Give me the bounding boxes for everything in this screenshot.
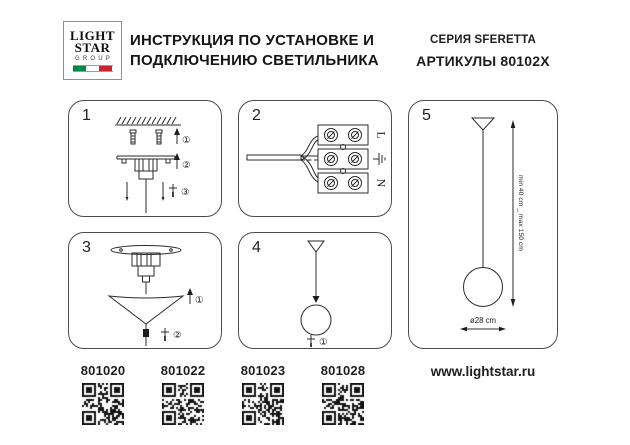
supply-cable-icon — [247, 136, 318, 182]
wall-plug-icon — [130, 130, 136, 144]
cord-grip-icon — [143, 329, 149, 337]
up-arrow-icon — [174, 153, 180, 169]
step-4-panel — [238, 232, 392, 349]
article-number: 801020 — [80, 363, 126, 378]
step-1-number: 1 — [82, 107, 91, 124]
step-1-panel — [68, 100, 222, 217]
article-item — [227, 363, 299, 425]
ceiling-plate-icon — [111, 246, 181, 283]
step-3-mark-2: ② — [173, 330, 182, 341]
flag-red — [99, 66, 112, 71]
down-arrow-icon — [313, 296, 320, 303]
header-right — [405, 34, 561, 69]
earth-ground-icon — [373, 153, 385, 165]
screwdriver-icon — [161, 328, 169, 341]
glass-globe-icon — [301, 305, 331, 335]
step-3-panel — [68, 232, 222, 349]
step-5-drawing — [409, 101, 559, 350]
wall-plug-icon — [156, 130, 162, 144]
qr-code — [322, 383, 364, 425]
title-line-1: ИНСТРУКЦИЯ ПО УСТАНОВКЕ И — [130, 32, 375, 49]
up-arrow-icon — [174, 128, 180, 144]
step-1-mark-3: ③ — [181, 187, 190, 198]
logo-text-star: STAR — [74, 40, 111, 55]
step-3-number: 3 — [82, 239, 91, 256]
articles-row — [67, 363, 379, 425]
height-dimension-line — [511, 120, 516, 307]
article-number: 801023 — [240, 363, 286, 378]
canopy-cone-icon — [472, 118, 494, 130]
logo-flag — [73, 65, 113, 72]
website-url: www.lightstar.ru — [430, 364, 536, 379]
cone-shade-icon — [109, 296, 183, 324]
step-2-panel — [238, 100, 392, 217]
article-item — [147, 363, 219, 425]
ceiling-hatch-icon — [115, 117, 181, 125]
screw-icon — [126, 182, 129, 201]
mounting-plate-icon — [117, 156, 175, 179]
step-1-mark-2: ② — [182, 160, 191, 171]
screw-icon — [162, 182, 165, 201]
canopy-cone-icon — [308, 241, 324, 252]
screwdriver-icon — [169, 184, 177, 197]
article-number: 801022 — [160, 363, 206, 378]
step-4-drawing — [239, 233, 393, 350]
height-dimension-label: min 40 cm _ max 150 cm — [517, 175, 524, 251]
logo-text-group: GROUP — [74, 56, 113, 62]
step-4-number: 4 — [252, 239, 261, 256]
step-1-drawing — [69, 101, 223, 218]
articles-label: АРТИКУЛЫ 80102X — [416, 53, 550, 69]
terminal-label-neutral: N — [374, 178, 389, 188]
lightstar-logo — [63, 21, 122, 80]
article-number: 801028 — [320, 363, 366, 378]
step-4-mark-1: ① — [319, 337, 328, 348]
glass-globe-icon — [464, 268, 503, 307]
step-3-mark-1: ① — [195, 295, 204, 306]
step-1-mark-1: ① — [182, 135, 191, 146]
flag-green — [73, 66, 86, 71]
flag-white — [86, 66, 99, 71]
series-label: СЕРИЯ SFERETTA — [429, 34, 536, 46]
step-2-drawing — [239, 101, 393, 218]
diameter-dimension-label: ø28 cm — [470, 316, 496, 325]
step-2-number: 2 — [252, 107, 261, 124]
up-arrow-icon — [187, 288, 193, 304]
title-line-2: ПОДКЛЮЧЕНИЮ СВЕТИЛЬНИКА — [130, 51, 379, 69]
page-title — [130, 31, 379, 70]
terminal-block-icon — [318, 125, 368, 193]
article-item — [67, 363, 139, 425]
article-item — [307, 363, 379, 425]
qr-code — [242, 383, 284, 425]
terminal-label-live: L — [374, 131, 389, 139]
qr-code — [162, 383, 204, 425]
step-5-number: 5 — [422, 107, 431, 124]
screwdriver-icon — [307, 335, 315, 347]
diameter-dimension-line — [460, 327, 506, 331]
step-5-panel — [408, 100, 558, 349]
logo-text-light: LIGHT — [69, 28, 116, 43]
qr-code — [82, 383, 124, 425]
step-3-drawing — [69, 233, 223, 350]
